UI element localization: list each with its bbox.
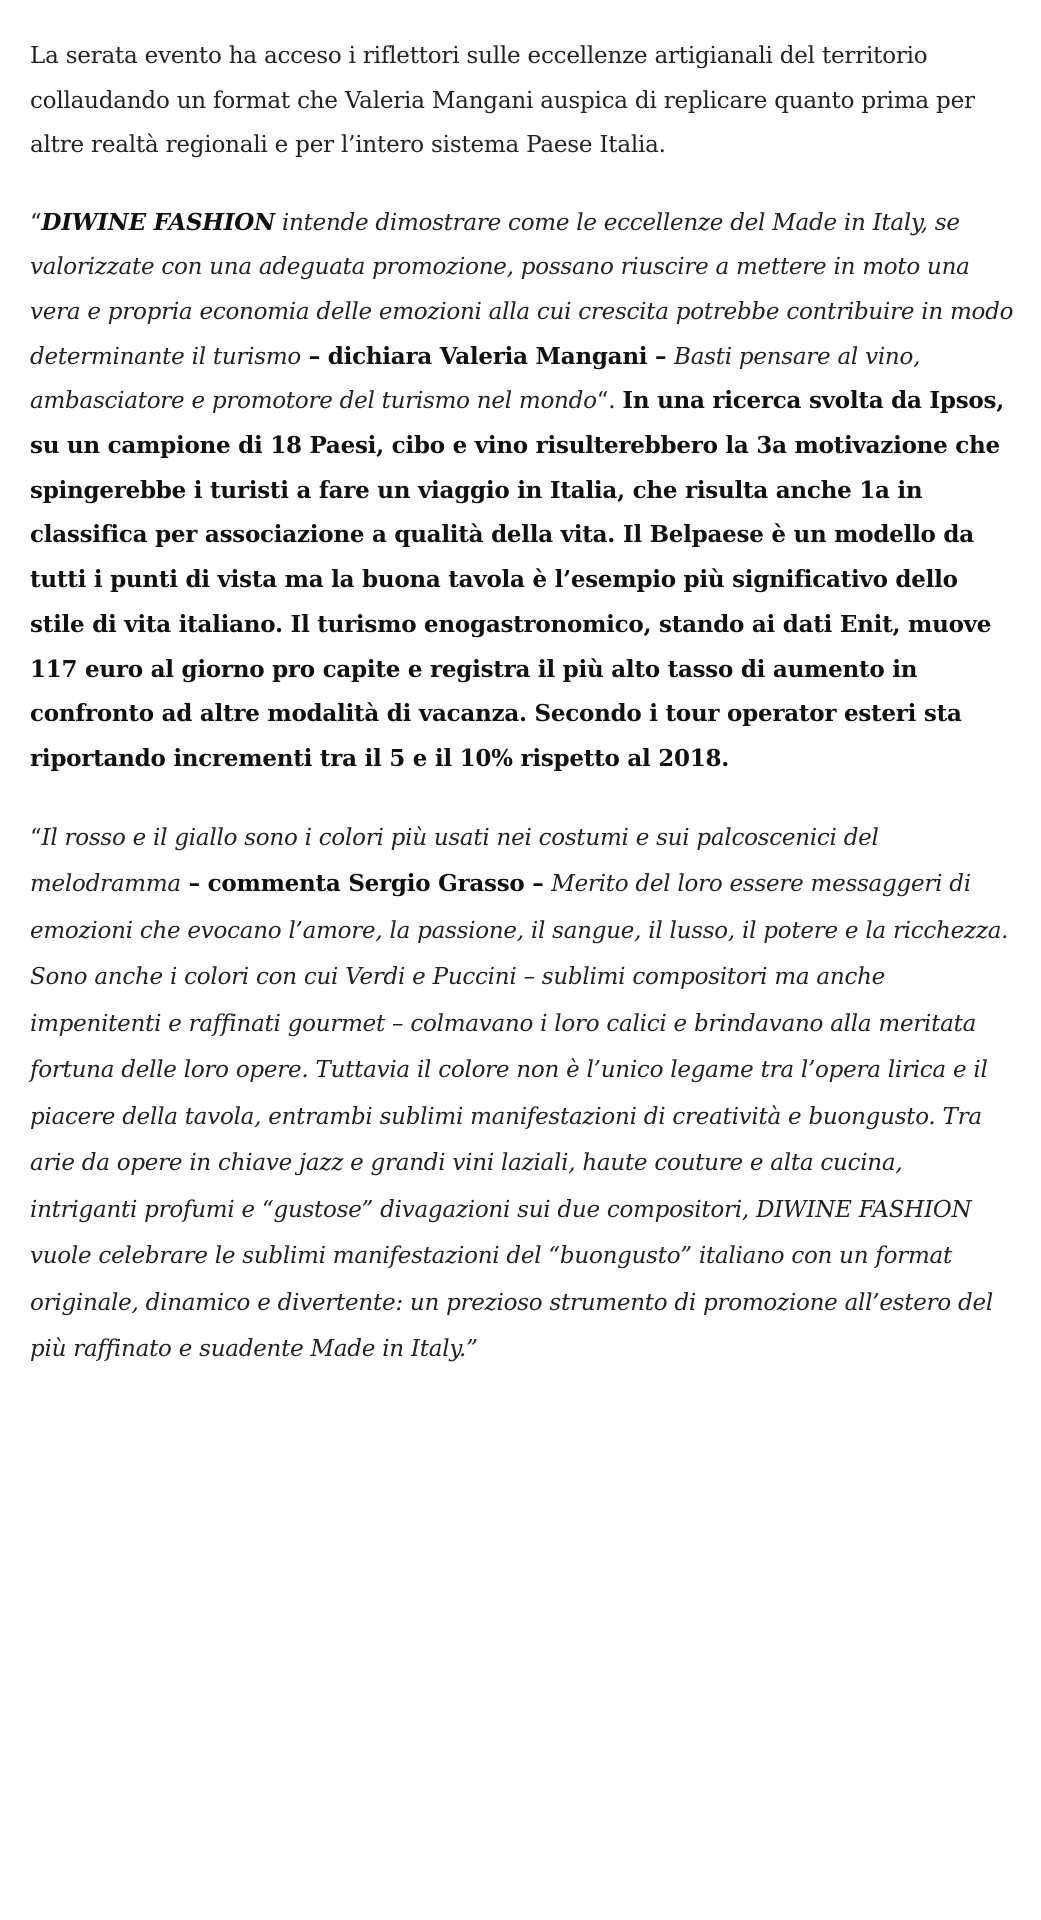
speaker-attribution: – dichiara Valeria Mangani – <box>301 342 675 370</box>
paragraph-mangani-quote <box>30 201 1015 782</box>
speaker-attribution: – commenta Sergio Grasso – <box>180 870 552 898</box>
paragraph-grasso-quote <box>30 815 1015 1373</box>
quote-text: Basti pensare al vino, ambasciatore e promotore del turismo nel mondo <box>30 343 921 415</box>
open-quote: “ <box>30 824 42 851</box>
quote-text: intende dimostrare come le eccellenze del Made in Italy, se valorizzate con una adeguata promozione, possano riuscire a mettere in moto una vera e propria economia delle emozioni alla cui crescita potrebbe contribuire in modo determinante il turismo <box>30 209 1014 370</box>
brand-name: DIWINE FASHION <box>41 208 275 236</box>
bold-body-text: In una ricerca svolta da Ipsos, su un campione di 18 Paesi, cibo e vino risulterebbero la 3a motivazione che spingerebbe i turisti a fare un viaggio in Italia, che risulta anche 1a in classifica per associazione a qualità della vita. Il Belpaese è un modello da tutti i punti di vista ma la buona tavola è l’esempio più significativo dello stile di vita italiano. Il turismo enogastronomico, stando ai dati Enit, muove 117 euro al giorno pro capite e registra il più alto tasso di aumento in confronto ad altre modalità di vacanza. Secondo i tour operator esteri sta riportando incrementi tra il 5 e il 10% rispetto al 2018. <box>30 387 1004 772</box>
quote-text: Il rosso e il giallo sono i colori più usati nei costumi e sui palcoscenici del melodramma <box>30 824 879 898</box>
paragraph-intro: La serata evento ha acceso i riflettori sulle eccellenze artigianali del territorio collaudando un format che Valeria Mangani auspica di replicare quanto prima per altre realtà regionali e per l’intero sistema Paese Italia. <box>30 43 975 158</box>
open-quote: “ <box>30 209 42 236</box>
quote-text: Merito del loro essere messaggeri di emozioni che evocano l’amore, la passione, il sangue, il lusso, il potere e la ricchezza. Sono anche i colori con cui Verdi e Puccini – sublimi compositori ma anche impenitenti e raffinati gourmet – colmavano i loro calici e brindavano alla meritata fortuna delle loro opere. Tuttavia il colore non è l’unico legame tra l’opera lirica e il piacere della tavola, entrambi sublimi manifestazioni di creatività e buongusto. Tra arie da opere in chiave jazz e grandi vini laziali, haute couture e alta cucina, intriganti profumi e “gustose” divagazioni sui due compositori, DIWINE FASHION vuole celebrare le sublimi manifestazioni del “buongusto” italiano con un format originale, dinamico e divertente: un prezioso strumento di promozione all’estero del più raffinato e suadente Made in Italy.” <box>30 871 1009 1363</box>
article-body <box>30 34 1015 1406</box>
close-quote: “. <box>596 388 623 415</box>
